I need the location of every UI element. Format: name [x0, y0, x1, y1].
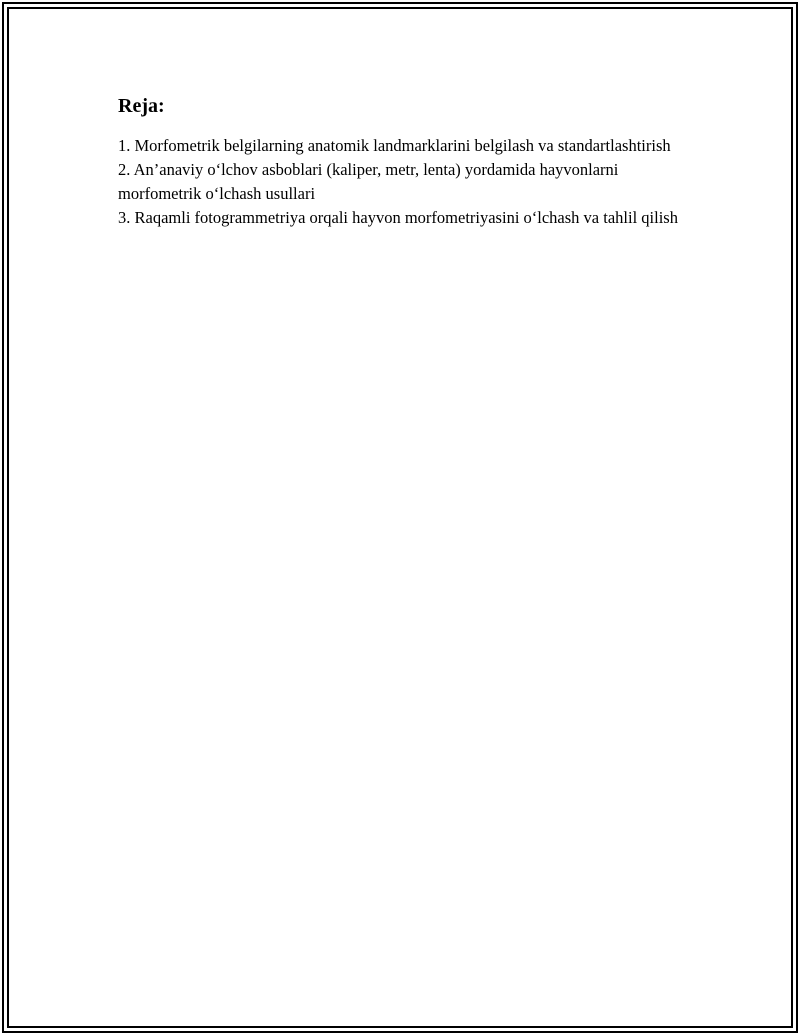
plan-heading: Reja:	[118, 95, 165, 117]
plan-list	[118, 134, 698, 230]
plan-item-2: 2. An’anaviy o‘lchov asboblari (kaliper, metr, lenta) yordamida hayvonlarni morfometrik o‘lchash usullari	[118, 160, 619, 203]
plan-item-1: 1. Morfometrik belgilarning anatomik landmarklarini belgilash va standartlashtirish	[118, 136, 671, 155]
plan-item-3: 3. Raqamli fotogrammetriya orqali hayvon morfometriyasini o‘lchash va tahlil qilish	[118, 208, 678, 227]
page-content	[118, 94, 698, 230]
